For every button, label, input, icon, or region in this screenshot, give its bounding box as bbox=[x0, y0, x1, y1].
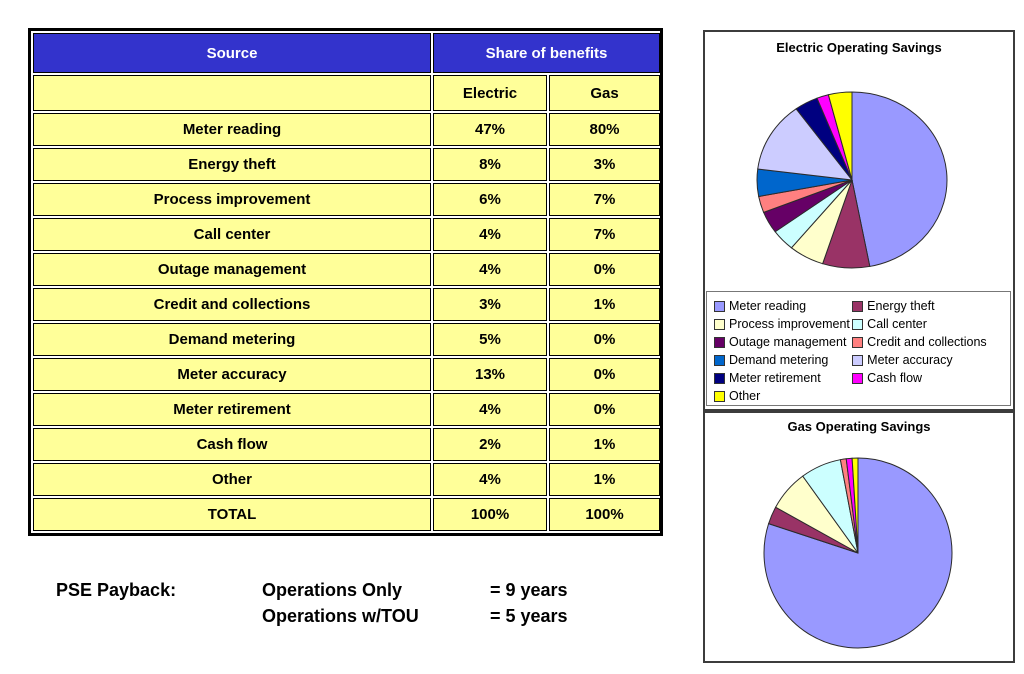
legend-label: Outage management bbox=[729, 335, 847, 349]
electric-cell: 4% bbox=[433, 253, 547, 286]
electric-cell: 4% bbox=[433, 218, 547, 251]
legend-label: Call center bbox=[867, 317, 927, 331]
gas-cell: 0% bbox=[549, 358, 660, 391]
electric-cell: 100% bbox=[433, 498, 547, 531]
legend-label: Cash flow bbox=[867, 371, 923, 385]
table-row-credit-and-collections bbox=[33, 288, 660, 321]
table-row-cash-flow bbox=[33, 428, 660, 461]
payback-lines bbox=[262, 577, 568, 629]
legend-item-process-improvement bbox=[714, 315, 852, 333]
legend-label: Other bbox=[729, 389, 761, 403]
legend-item-meter-reading bbox=[714, 297, 852, 315]
source-cell: TOTAL bbox=[33, 498, 431, 531]
table-row-meter-retirement bbox=[33, 393, 660, 426]
legend-label: Demand metering bbox=[729, 353, 829, 367]
legend-swatch-icon bbox=[852, 337, 863, 348]
legend-swatch-icon bbox=[714, 373, 725, 384]
payback-value: = 9 years bbox=[490, 580, 568, 600]
legend-item-demand-metering bbox=[714, 351, 852, 369]
electric-cell: 47% bbox=[433, 113, 547, 146]
legend-label: Meter accuracy bbox=[867, 353, 953, 367]
gas-cell: 7% bbox=[549, 183, 660, 216]
benefits-table bbox=[28, 28, 663, 536]
legend-swatch-icon bbox=[714, 319, 725, 330]
legend-swatch-icon bbox=[852, 301, 863, 312]
source-cell: Outage management bbox=[33, 253, 431, 286]
payback-option: Operations Only bbox=[262, 580, 403, 600]
electric-cell: 13% bbox=[433, 358, 547, 391]
table-subheader-empty bbox=[33, 75, 431, 111]
pse-payback-note bbox=[56, 577, 568, 629]
legend-item-energy-theft bbox=[852, 297, 1008, 315]
chart-legend bbox=[706, 291, 1011, 406]
legend-label: Process improvement bbox=[729, 317, 850, 331]
legend-swatch-icon bbox=[852, 319, 863, 330]
table-row-total bbox=[33, 498, 660, 531]
table-row-other bbox=[33, 463, 660, 496]
payback-option: Operations w/TOU bbox=[262, 606, 419, 626]
legend-item-other bbox=[714, 387, 852, 405]
gas-cell: 0% bbox=[549, 253, 660, 286]
legend-grid bbox=[714, 297, 1008, 405]
electric-cell: 2% bbox=[433, 428, 547, 461]
table-row-meter-accuracy bbox=[33, 358, 660, 391]
pie-slice-meter-reading bbox=[852, 92, 947, 266]
gas-cell: 100% bbox=[549, 498, 660, 531]
legend-swatch-icon bbox=[852, 355, 863, 366]
table-row-call-center bbox=[33, 218, 660, 251]
electric-cell: 4% bbox=[433, 393, 547, 426]
legend-swatch-icon bbox=[714, 391, 725, 402]
legend-swatch-icon bbox=[714, 337, 725, 348]
electric-cell: 3% bbox=[433, 288, 547, 321]
legend-label: Credit and collections bbox=[867, 335, 987, 349]
gas-pie bbox=[705, 413, 1013, 661]
legend-swatch-icon bbox=[714, 355, 725, 366]
table-row-energy-theft bbox=[33, 148, 660, 181]
electric-cell: 6% bbox=[433, 183, 547, 216]
source-cell: Cash flow bbox=[33, 428, 431, 461]
gas-cell: 0% bbox=[549, 393, 660, 426]
payback-line-operations-w-tou bbox=[262, 603, 568, 629]
electric-cell: 8% bbox=[433, 148, 547, 181]
legend-swatch-icon bbox=[852, 373, 863, 384]
source-cell: Credit and collections bbox=[33, 288, 431, 321]
source-cell: Energy theft bbox=[33, 148, 431, 181]
legend-label: Energy theft bbox=[867, 299, 935, 313]
payback-value: = 5 years bbox=[490, 606, 568, 626]
gas-cell: 1% bbox=[549, 288, 660, 321]
table-row-demand-metering bbox=[33, 323, 660, 356]
table-header-share-of-benefits: Share of benefits bbox=[433, 33, 660, 73]
gas-cell: 1% bbox=[549, 463, 660, 496]
legend-item-credit-and-collections bbox=[852, 333, 1008, 351]
source-cell: Meter reading bbox=[33, 113, 431, 146]
payback-line-operations-only bbox=[262, 577, 568, 603]
legend-item-meter-retirement bbox=[714, 369, 852, 387]
legend-item-outage-management bbox=[714, 333, 852, 351]
gas-cell: 7% bbox=[549, 218, 660, 251]
source-cell: Demand metering bbox=[33, 323, 431, 356]
table-row-outage-management bbox=[33, 253, 660, 286]
legend-item-cash-flow bbox=[852, 369, 1008, 387]
source-cell: Call center bbox=[33, 218, 431, 251]
source-cell: Meter accuracy bbox=[33, 358, 431, 391]
source-cell: Meter retirement bbox=[33, 393, 431, 426]
gas-cell: 80% bbox=[549, 113, 660, 146]
source-cell: Process improvement bbox=[33, 183, 431, 216]
gas-cell: 0% bbox=[549, 323, 660, 356]
gas-operating-savings-chart bbox=[703, 411, 1015, 663]
gas-chart-title: Gas Operating Savings bbox=[787, 419, 931, 434]
electric-chart-title: Electric Operating Savings bbox=[776, 40, 942, 55]
gas-cell: 3% bbox=[549, 148, 660, 181]
legend-label: Meter reading bbox=[729, 299, 807, 313]
table-header-source: Source bbox=[33, 33, 431, 73]
payback-label: PSE Payback: bbox=[56, 580, 177, 600]
table-subheader-gas: Gas bbox=[549, 75, 660, 111]
gas-cell: 1% bbox=[549, 428, 660, 461]
electric-cell: 4% bbox=[433, 463, 547, 496]
electric-cell: 5% bbox=[433, 323, 547, 356]
table-row-process-improvement bbox=[33, 183, 660, 216]
legend-item-call-center bbox=[852, 315, 1008, 333]
table-subheader-electric: Electric bbox=[433, 75, 547, 111]
legend-swatch-icon bbox=[714, 301, 725, 312]
legend-label: Meter retirement bbox=[729, 371, 821, 385]
source-cell: Other bbox=[33, 463, 431, 496]
table-row-meter-reading bbox=[33, 113, 660, 146]
legend-item-meter-accuracy bbox=[852, 351, 1008, 369]
